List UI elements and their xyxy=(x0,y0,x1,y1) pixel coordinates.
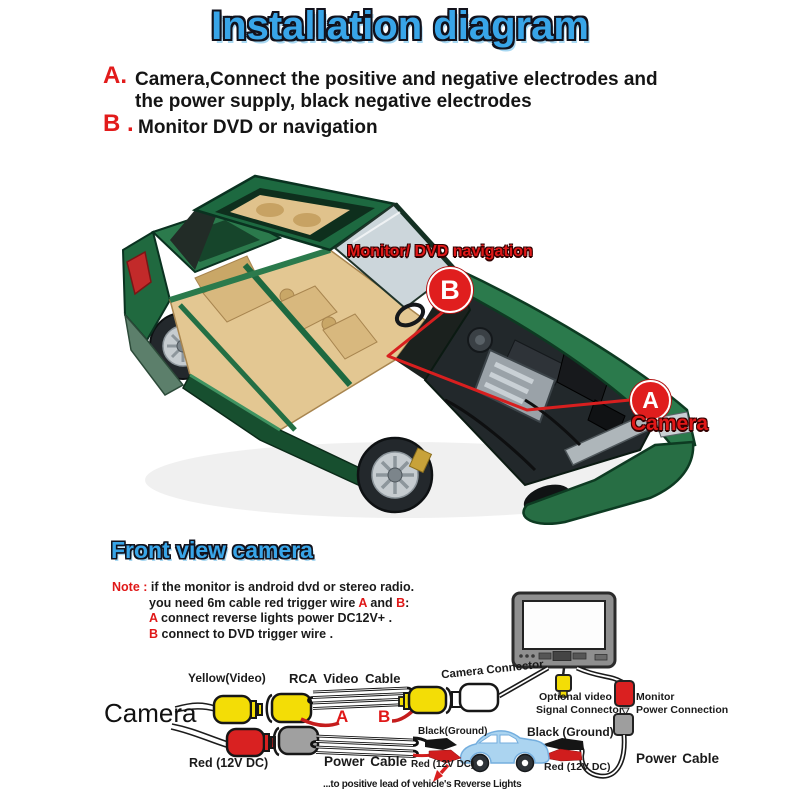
front-wheel xyxy=(358,438,432,512)
optional-video-label-2: Signal Connector xyxy=(536,704,623,716)
car-cutaway-illustration xyxy=(95,150,725,535)
camera-point-label: Camera xyxy=(631,412,709,435)
optional-video-label-1: Optional video xyxy=(539,691,612,703)
note-label: Note : xyxy=(112,580,148,594)
legend-a-line1: Camera,Connect the positive and negative electrodes and xyxy=(135,69,658,90)
point-b-badge: B xyxy=(427,267,473,313)
monitor xyxy=(513,593,615,667)
monitor-power-label-2: Power Connection xyxy=(636,704,729,716)
page-title: Installation diagram xyxy=(211,4,589,48)
trigger-a-label: A xyxy=(336,707,349,726)
note-line-4: B connect to DVD trigger wire . xyxy=(149,626,334,641)
monitor-power-label-1: Monitor xyxy=(636,691,675,703)
red-12v-small-left-label: Red (12V DC) xyxy=(411,759,475,770)
trigger-b-label: B xyxy=(378,707,391,726)
note-line-1: Note : if the monitor is android dvd or stereo radio. xyxy=(112,580,415,594)
power-cable-label: Power Cable xyxy=(324,754,408,769)
power-cable-right-label: Power Cable xyxy=(636,751,720,766)
point-a-badge: A xyxy=(630,380,671,421)
power-plugs xyxy=(227,727,318,756)
yellow-camera-socket xyxy=(409,687,446,713)
black-ground-right-label: Black (Ground) xyxy=(527,725,614,739)
camera-connector-pair xyxy=(399,684,498,713)
note-line-2: you need 6m cable red trigger wire A and B: xyxy=(149,595,410,610)
yellow-video-label: Yellow(Video) xyxy=(188,671,266,685)
legend-a-line2: the power supply, black negative electrodes xyxy=(135,91,532,112)
black-ground-left-label: Black(Ground) xyxy=(418,726,488,737)
note-line-3: A connect reverse lights power DC12V+ . xyxy=(149,611,393,625)
monitor-dvd-label: Monitor/ DVD navigation xyxy=(347,243,533,260)
camera-connector-label: Camera Connector xyxy=(440,658,545,682)
gray-power-socket xyxy=(279,727,318,754)
front-view-camera-heading: Front view camera xyxy=(111,537,313,563)
red-12v-label: Red (12V DC) xyxy=(189,756,269,770)
red-power-plug xyxy=(227,729,264,756)
black-ground-clip-left xyxy=(425,738,457,750)
monitor-screen xyxy=(523,601,605,649)
legend-b-text: Monitor DVD or navigation xyxy=(138,117,378,138)
camera-device-label: Camera xyxy=(104,698,197,728)
red-12v-small-right-label: Red (12V DC) xyxy=(544,761,611,773)
legend-a-bullet: A. xyxy=(103,62,127,89)
reverse-lights-note: ...to positive lead of vehicle's Reverse Lights xyxy=(323,779,522,790)
trigger-wire-a xyxy=(301,719,339,725)
white-camera-plug xyxy=(460,684,498,711)
legend-b-bullet: B . xyxy=(103,110,134,137)
rca-video-cable-bundle xyxy=(309,688,412,709)
yellow-video-socket xyxy=(272,694,311,722)
rca-video-plugs xyxy=(214,694,311,723)
yellow-video-plug xyxy=(214,696,251,723)
rca-video-cable-label: RCA Video Cable xyxy=(289,671,401,686)
